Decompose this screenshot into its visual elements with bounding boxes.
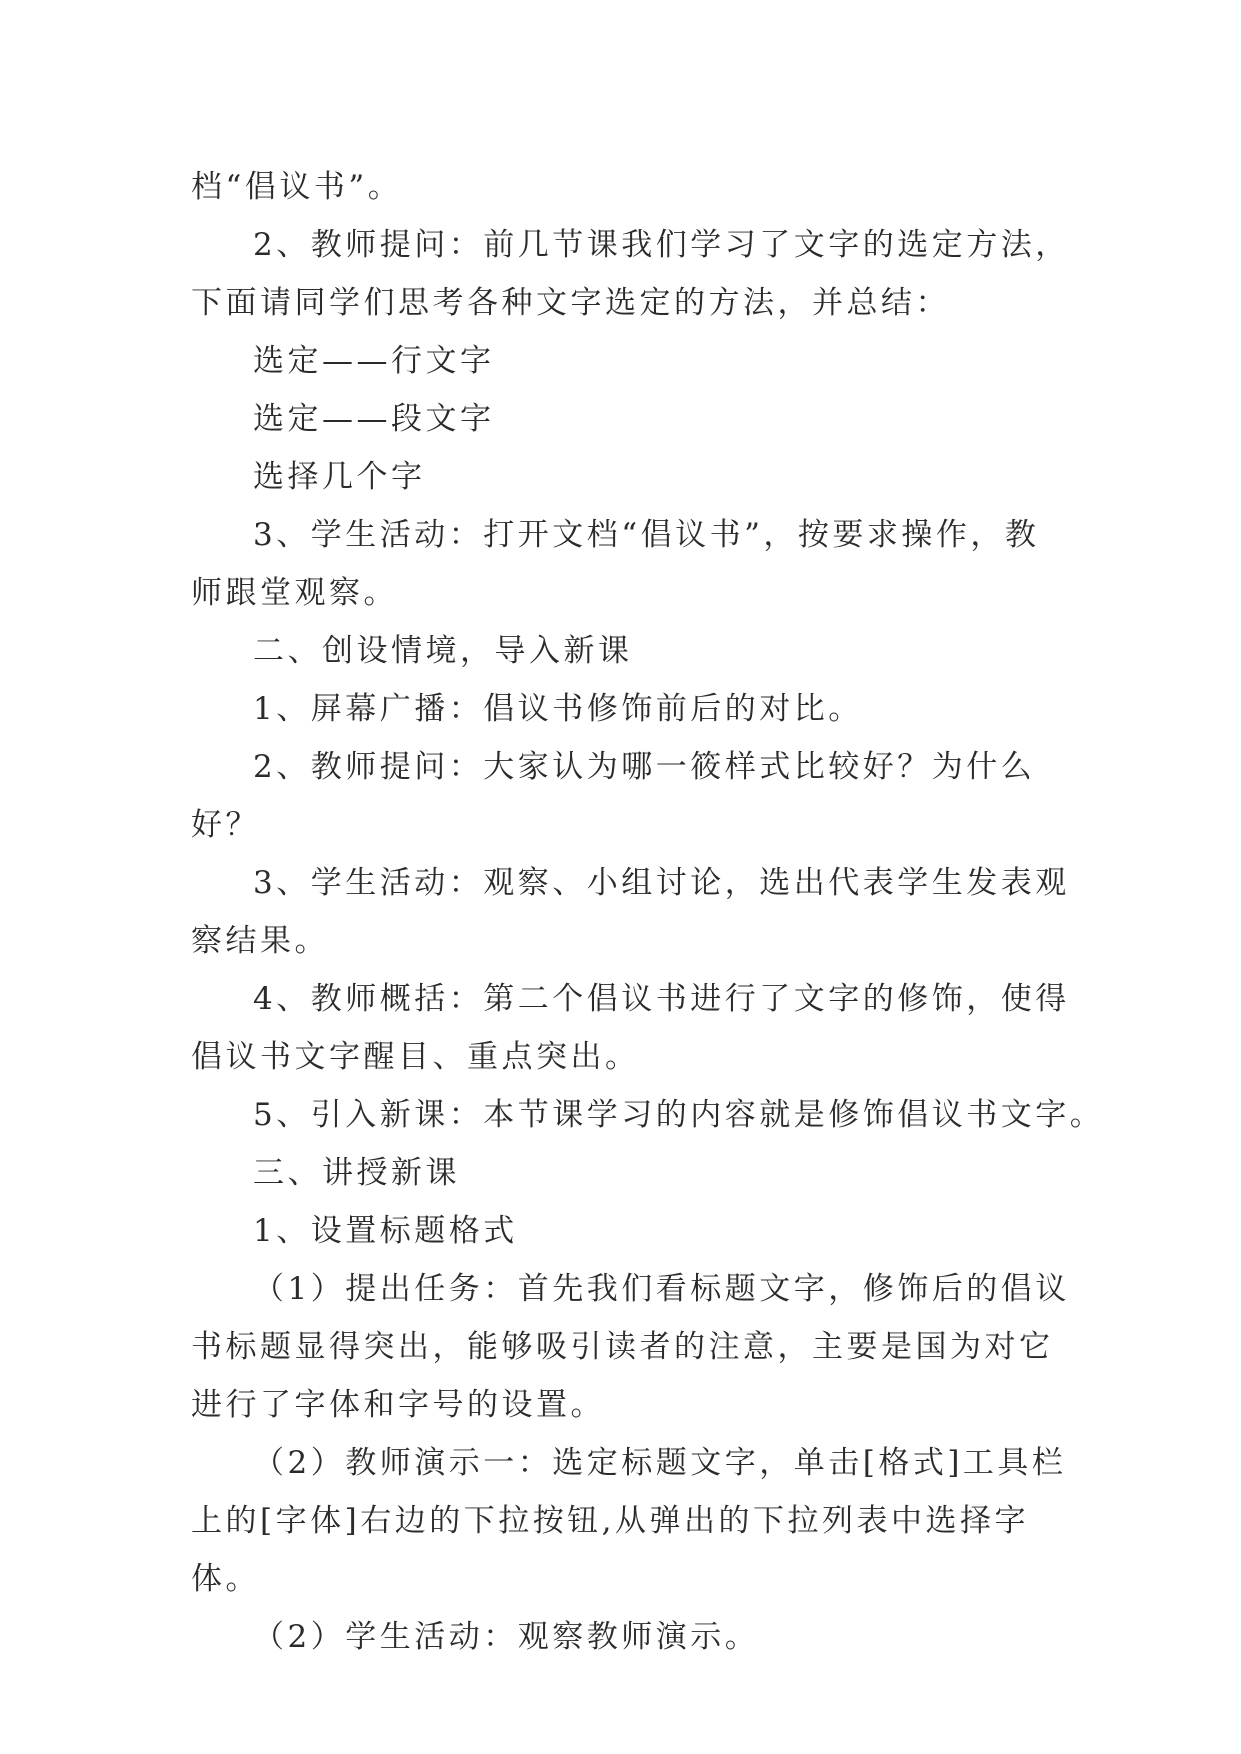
list-item-select-paragraph: 选定——段文字 <box>253 401 495 437</box>
list-item-select-characters: 选择几个字 <box>253 459 426 495</box>
section-heading-2: 二、创设情境，导入新课 <box>253 633 633 669</box>
paragraph-student-activity-2: 3、学生活动：观察、小组讨论，选出代表学生发表观察结果。 <box>191 865 1070 959</box>
section-heading-3: 三、讲授新课 <box>253 1155 460 1191</box>
paragraph-introduce-lesson: 5、引入新课：本节课学习的内容就是修饰倡议书文字。 <box>253 1097 1105 1133</box>
paragraph-teacher-summary: 4、教师概括：第二个倡议书进行了文字的修饰，使得倡议书文字醒目、重点突出。 <box>191 981 1070 1075</box>
paragraph-teacher-question-2: 2、教师提问：大家认为哪一筱样式比较好？为什么好？ <box>191 749 1036 843</box>
subsection-heading-1: 1、设置标题格式 <box>253 1213 518 1249</box>
paragraph-task-1: （1）提出任务：首先我们看标题文字，修饰后的倡议书标题显得突出，能够吸引读者的注意，主要是国为对它进行了字体和字号的设置。 <box>191 1271 1070 1423</box>
list-item-select-line: 选定——行文字 <box>253 343 495 379</box>
paragraph-screen-broadcast: 1、屏幕广播：倡议书修饰前后的对比。 <box>253 691 863 727</box>
paragraph-teacher-demo-1: （2）教师演示一：选定标题文字，单击[格式]工具栏上的[字体]右边的下拉按钮,从弹出的下拉列表中选择字体。 <box>191 1445 1067 1597</box>
paragraph-teacher-question-1: 2、教师提问：前几节课我们学习了文字的选定方法，下面请同学们思考各种文字选定的方法，并总结： <box>191 227 1070 321</box>
paragraph-student-observe: （2）学生活动：观察教师演示。 <box>253 1619 760 1655</box>
paragraph-student-activity-1: 3、学生活动：打开文档“倡议书”，按要求操作，教师跟堂观察。 <box>191 517 1040 611</box>
document-body <box>191 158 1105 1666</box>
paragraph-continuation: 档“倡议书”。 <box>191 169 403 205</box>
